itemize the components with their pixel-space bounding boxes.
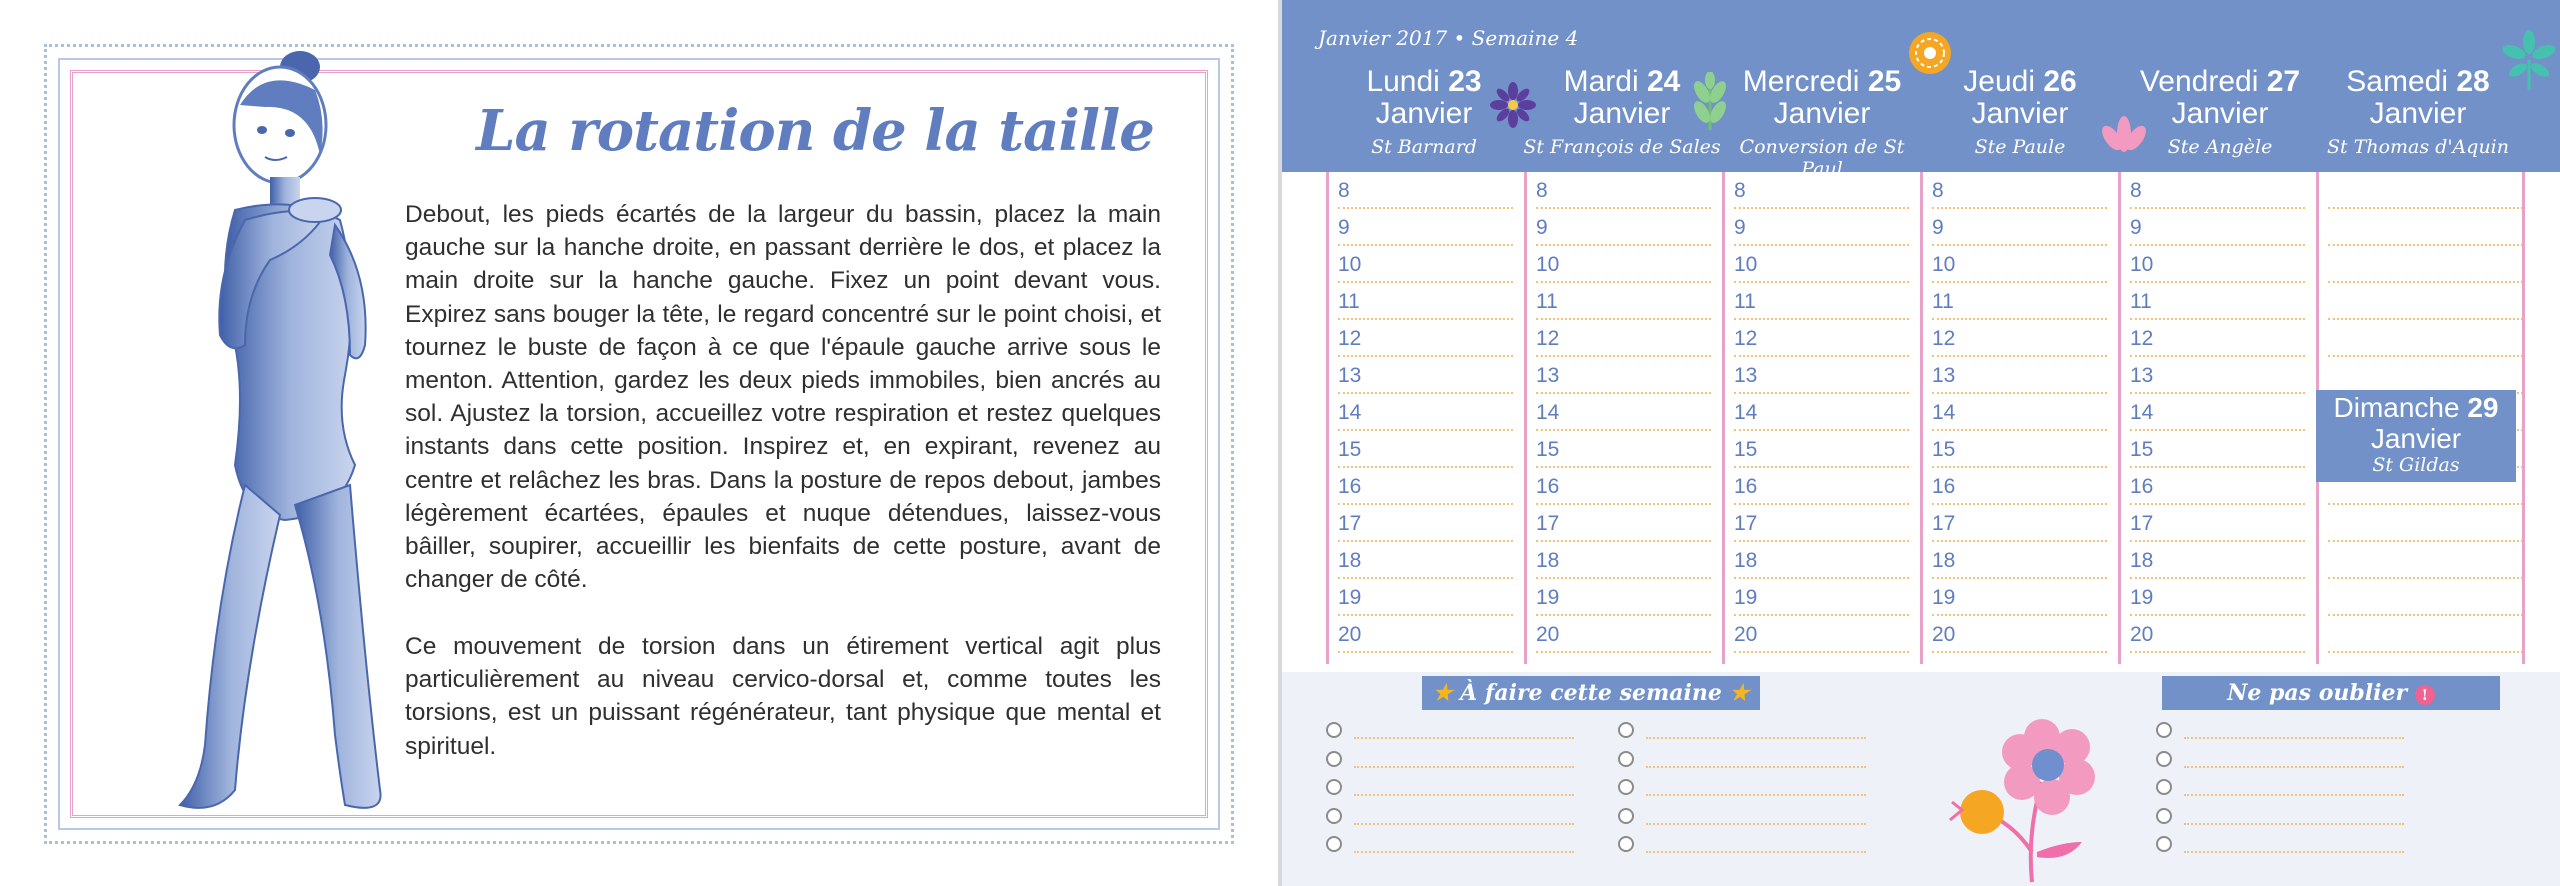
hour-label: 18	[1536, 549, 1560, 572]
hour-row[interactable]	[1338, 616, 1513, 653]
hour-label: 13	[1932, 364, 1956, 387]
hour-label: 9	[1932, 216, 1944, 239]
hour-label: 12	[1536, 327, 1560, 350]
hour-label: 19	[1536, 586, 1560, 609]
hour-label: 20	[2130, 623, 2154, 646]
day-header-wednesday	[1722, 65, 1922, 180]
remember-list	[2156, 720, 2416, 880]
day-header-friday	[2120, 66, 2320, 172]
hour-label: 15	[1932, 438, 1956, 461]
checkbox-circle[interactable]	[1326, 722, 1342, 738]
hour-label: 11	[1734, 290, 1756, 313]
hour-label: 19	[1932, 586, 1956, 609]
hour-row[interactable]	[1932, 579, 2107, 616]
hour-label: 17	[1734, 512, 1758, 535]
day-number: 28	[2456, 65, 2490, 98]
hour-label: 16	[1932, 475, 1956, 498]
checkbox-circle[interactable]	[1618, 779, 1634, 795]
saint-name: St François de Sales	[1523, 136, 1721, 158]
hour-label: 15	[1338, 438, 1362, 461]
hour-label: 8	[1734, 179, 1746, 202]
hour-row[interactable]	[2130, 394, 2305, 431]
month-name: Janvier	[2370, 423, 2462, 454]
hour-label: 18	[2130, 549, 2154, 572]
hour-row[interactable]	[1338, 579, 1513, 616]
hour-row[interactable]	[1338, 320, 1513, 357]
checkbox-circle[interactable]	[2156, 751, 2172, 767]
hour-label: 17	[2130, 512, 2154, 535]
day-number: 29	[2467, 392, 2499, 423]
checkbox-circle[interactable]	[1618, 751, 1634, 767]
writing-line[interactable]	[1354, 823, 1574, 825]
hour-row[interactable]	[1536, 172, 1711, 209]
hour-label: 20	[1536, 623, 1560, 646]
hour-label: 8	[1536, 179, 1548, 202]
hour-row[interactable]	[1536, 209, 1711, 246]
hour-row[interactable]	[1734, 246, 1909, 283]
hour-row[interactable]	[2130, 431, 2305, 468]
hour-row[interactable]	[2328, 172, 2523, 209]
hour-label: 19	[2130, 586, 2154, 609]
todo-title: À faire cette semaine	[1460, 680, 1722, 706]
hour-row[interactable]	[1932, 320, 2107, 357]
month-name: Janvier	[1773, 97, 1871, 130]
hour-label: 17	[1932, 512, 1956, 535]
hour-label: 9	[2130, 216, 2142, 239]
column-divider	[1722, 172, 1725, 664]
day-column-thursday[interactable]	[1920, 172, 2113, 664]
todo-item[interactable]	[1618, 777, 1868, 805]
hour-row[interactable]	[1536, 505, 1711, 542]
writing-line[interactable]	[2184, 823, 2404, 825]
checkbox-circle[interactable]	[1326, 779, 1342, 795]
hour-label: 10	[1932, 253, 1956, 276]
instructions-paragraph: Debout, les pieds écartés de la largeur du bassin, placez la main gauche sur la hanche droite, en passant derrière le dos, et placez la main droite sur la hanche gauche. Fixez un point devant vous. Expirez sans bouger la tête, le regard concentré sur le point choisi, et tournez le buste de façon à ce que l'épaule gauche arrive sous le menton. Attention, gardez les deux pieds immobiles, bien ancrés au sol. Ajustez la torsion, accueillez votre respiration et restez quelques instants dans cette position. Inspirez et, en expirant, revenez au centre et relâchez les bras. Dans la posture de repos debout, jambes légèrement écartées, épaules et nuque détendues, laissez-vous bâiller, soupirer, accueillir les bienfaits de cette posture, avant de changer de côté.	[405, 201, 1161, 594]
checkbox-circle[interactable]	[1326, 836, 1342, 852]
hour-label: 15	[1734, 438, 1758, 461]
hour-row[interactable]	[1734, 394, 1909, 431]
hour-label: 13	[1536, 364, 1560, 387]
saint-name: Ste Paule	[1974, 136, 2066, 158]
checkbox-circle[interactable]	[2156, 779, 2172, 795]
hour-label: 10	[2130, 253, 2154, 276]
hour-row[interactable]	[1932, 172, 2107, 209]
saint-name: Ste Angèle	[2167, 136, 2273, 158]
writing-line[interactable]	[2184, 766, 2404, 768]
hour-row[interactable]	[1734, 431, 1909, 468]
hour-label: 20	[1338, 623, 1362, 646]
hour-label: 18	[1734, 549, 1758, 572]
hour-row[interactable]	[1536, 246, 1711, 283]
writing-line[interactable]	[1646, 794, 1866, 796]
column-divider	[1326, 172, 1329, 664]
hour-label: 8	[2130, 179, 2142, 202]
hour-label: 10	[1536, 253, 1560, 276]
hour-row[interactable]	[1932, 505, 2107, 542]
hour-row[interactable]	[2130, 209, 2305, 246]
hour-row[interactable]	[2130, 172, 2305, 209]
saint-name: St Gildas	[2372, 454, 2460, 476]
todo-item[interactable]	[1326, 777, 1576, 805]
hour-row[interactable]	[2130, 505, 2305, 542]
writing-line[interactable]	[1646, 737, 1866, 739]
hour-label: 18	[1932, 549, 1956, 572]
hour-row[interactable]	[2328, 579, 2523, 616]
day-number: 27	[2266, 65, 2301, 98]
hour-label: 11	[1536, 290, 1558, 313]
writing-line[interactable]	[1354, 851, 1574, 853]
hour-row[interactable]	[2328, 209, 2523, 246]
hour-row[interactable]	[2328, 505, 2523, 542]
todo-item[interactable]	[1618, 720, 1868, 748]
day-column-friday[interactable]	[2118, 172, 2311, 664]
day-name: Mardi	[1563, 65, 1639, 98]
hour-label: 11	[1338, 290, 1360, 313]
checkbox-circle[interactable]	[1618, 722, 1634, 738]
hour-row[interactable]	[1932, 431, 2107, 468]
day-name: Mercredi	[1742, 65, 1860, 98]
day-column-monday[interactable]	[1326, 172, 1519, 664]
writing-line[interactable]	[1646, 766, 1866, 768]
todo-item[interactable]	[1618, 806, 1868, 834]
hour-label: 14	[1338, 401, 1362, 424]
left-page	[0, 0, 1278, 886]
hour-row[interactable]	[1734, 320, 1909, 357]
month-name: Janvier	[2369, 97, 2467, 130]
hour-label: 16	[1338, 475, 1362, 498]
day-name: Lundi	[1366, 65, 1440, 98]
hour-row[interactable]	[1536, 616, 1711, 653]
hour-row[interactable]	[2130, 357, 2305, 394]
page-title: La rotation de la taille	[476, 98, 1154, 164]
writing-line[interactable]	[2184, 794, 2404, 796]
hour-label: 17	[1536, 512, 1560, 535]
hour-row[interactable]	[1536, 579, 1711, 616]
hour-row[interactable]	[1536, 542, 1711, 579]
day-number: 24	[1646, 65, 1681, 98]
column-divider	[1920, 172, 1923, 664]
todo-item[interactable]	[2156, 777, 2406, 805]
day-name: Jeudi	[1963, 65, 2035, 98]
month-name: Janvier	[2171, 97, 2269, 130]
checkbox-circle[interactable]	[1326, 751, 1342, 767]
day-column-tuesday[interactable]	[1524, 172, 1717, 664]
hour-row[interactable]	[1338, 542, 1513, 579]
column-divider	[2522, 172, 2525, 664]
hour-label: 19	[1338, 586, 1362, 609]
hour-row[interactable]	[1734, 542, 1909, 579]
star-icon: ★	[1729, 680, 1750, 706]
hour-label: 8	[1338, 179, 1350, 202]
checkbox-circle[interactable]	[2156, 836, 2172, 852]
hour-label: 12	[2130, 327, 2154, 350]
writing-line[interactable]	[1354, 766, 1574, 768]
day-name: Dimanche	[2333, 392, 2460, 423]
hour-row[interactable]	[2328, 320, 2523, 357]
hour-label: 12	[1734, 327, 1758, 350]
day-header-saturday	[2318, 66, 2518, 172]
hour-label: 13	[2130, 364, 2154, 387]
checkbox-circle[interactable]	[2156, 722, 2172, 738]
hour-row[interactable]	[1932, 542, 2107, 579]
todo-list-2	[1618, 720, 1878, 880]
hour-label: 10	[1734, 253, 1758, 276]
todo-item[interactable]	[1618, 749, 1868, 777]
hour-row[interactable]	[2328, 616, 2523, 653]
hour-row[interactable]	[2130, 468, 2305, 505]
hour-row[interactable]	[1338, 283, 1513, 320]
hour-label: 13	[1338, 364, 1362, 387]
hour-label: 14	[1932, 401, 1956, 424]
checkbox-circle[interactable]	[2156, 808, 2172, 824]
hour-row[interactable]	[1734, 579, 1909, 616]
remember-title: Ne pas oublier	[2227, 680, 2408, 706]
todo-ribbon	[1422, 676, 1760, 710]
hour-row[interactable]	[2328, 283, 2523, 320]
saint-name: Conversion de St Paul	[1739, 136, 1905, 180]
hour-label: 20	[1734, 623, 1758, 646]
day-number: 25	[1867, 65, 1902, 98]
hour-label: 16	[2130, 475, 2154, 498]
hour-row[interactable]	[1734, 172, 1909, 209]
todo-item[interactable]	[2156, 834, 2406, 862]
hour-row[interactable]	[1536, 431, 1711, 468]
hour-label: 18	[1338, 549, 1362, 572]
hour-label: 9	[1338, 216, 1350, 239]
warning-icon: !	[2415, 685, 2435, 705]
hour-row[interactable]	[2328, 357, 2523, 394]
hour-row[interactable]	[1734, 468, 1909, 505]
hour-label: 10	[1338, 253, 1362, 276]
hour-row[interactable]	[1734, 283, 1909, 320]
hour-row[interactable]	[1734, 616, 1909, 653]
hour-row[interactable]	[2328, 542, 2523, 579]
hour-row[interactable]	[1734, 505, 1909, 542]
hour-row[interactable]	[1338, 172, 1513, 209]
todo-item[interactable]	[1326, 720, 1576, 748]
writing-line[interactable]	[1354, 794, 1574, 796]
todo-item[interactable]	[1618, 834, 1868, 862]
hour-label: 17	[1338, 512, 1362, 535]
hour-label: 20	[1932, 623, 1956, 646]
todo-item[interactable]	[1326, 749, 1576, 777]
column-divider	[2118, 172, 2121, 664]
hour-label: 19	[1734, 586, 1758, 609]
writing-line[interactable]	[1354, 737, 1574, 739]
day-header-tuesday	[1522, 66, 1722, 172]
hour-label: 11	[2130, 290, 2152, 313]
remember-ribbon	[2162, 676, 2500, 710]
hour-label: 16	[1536, 475, 1560, 498]
hour-row[interactable]	[1338, 394, 1513, 431]
writing-line[interactable]	[1646, 851, 1866, 853]
hour-label: 8	[1932, 179, 1944, 202]
day-header-monday	[1324, 66, 1524, 172]
hour-row[interactable]	[1338, 431, 1513, 468]
todo-item[interactable]	[2156, 806, 2406, 834]
hour-label: 15	[1536, 438, 1560, 461]
hour-label: 15	[2130, 438, 2154, 461]
month-name: Janvier	[1971, 97, 2069, 130]
hour-row[interactable]	[2130, 320, 2305, 357]
todo-list-1	[1326, 720, 1586, 880]
hour-row[interactable]	[2130, 616, 2305, 653]
hour-row[interactable]	[1338, 468, 1513, 505]
hour-row[interactable]	[1536, 468, 1711, 505]
notes-section	[1282, 672, 2560, 886]
todo-item[interactable]	[1326, 834, 1576, 862]
todo-item[interactable]	[2156, 749, 2406, 777]
day-number: 26	[2043, 65, 2077, 98]
hour-row[interactable]	[1536, 320, 1711, 357]
hour-row[interactable]	[1536, 283, 1711, 320]
writing-line[interactable]	[2184, 851, 2404, 853]
benefits-paragraph: Ce mouvement de torsion dans un étirement vertical agit plus particulièrement au niveau cervico-dorsal et, comme toutes les torsions, est un puissant régénérateur, tant physique que mental et spirituel.	[405, 633, 1161, 760]
hour-row[interactable]	[2328, 246, 2523, 283]
checkbox-circle[interactable]	[1326, 808, 1342, 824]
checkbox-circle[interactable]	[1618, 808, 1634, 824]
column-divider	[1524, 172, 1527, 664]
flower-decoration-icon	[1932, 702, 2102, 886]
day-name: Samedi	[2346, 65, 2448, 98]
hour-row[interactable]	[1932, 283, 2107, 320]
hour-label: 9	[1536, 216, 1548, 239]
hour-row[interactable]	[1338, 357, 1513, 394]
hour-label: 12	[1338, 327, 1362, 350]
hour-label: 11	[1932, 290, 1954, 313]
day-number: 23	[1448, 65, 1482, 98]
hour-row[interactable]	[1338, 505, 1513, 542]
right-page-planner	[1282, 0, 2560, 886]
hour-row[interactable]	[2130, 246, 2305, 283]
hour-row[interactable]	[1338, 209, 1513, 246]
hour-row[interactable]	[1932, 246, 2107, 283]
hour-row[interactable]	[1734, 209, 1909, 246]
hour-label: 14	[1536, 401, 1560, 424]
hour-label: 12	[1932, 327, 1956, 350]
month-name: Janvier	[1375, 97, 1473, 130]
hour-row[interactable]	[1338, 246, 1513, 283]
todo-item[interactable]	[2156, 720, 2406, 748]
yoga-woman-illustration	[95, 45, 415, 825]
hour-row[interactable]	[2130, 579, 2305, 616]
star-icon: ★	[1432, 680, 1453, 706]
hour-label: 9	[1734, 216, 1746, 239]
writing-line[interactable]	[1646, 823, 1866, 825]
hour-label: 14	[2130, 401, 2154, 424]
week-header	[1282, 0, 2560, 180]
hour-label: 16	[1734, 475, 1758, 498]
day-column-wednesday[interactable]	[1722, 172, 1915, 664]
hour-label: 13	[1734, 364, 1758, 387]
writing-line[interactable]	[2184, 737, 2404, 739]
checkbox-circle[interactable]	[1618, 836, 1634, 852]
hour-row[interactable]	[1932, 357, 2107, 394]
todo-item[interactable]	[1326, 806, 1576, 834]
hour-row[interactable]	[1536, 357, 1711, 394]
hour-row[interactable]	[1932, 209, 2107, 246]
saint-name: St Thomas d'Aquin	[2327, 136, 2509, 158]
month-name: Janvier	[1573, 97, 1671, 130]
week-label: Janvier 2017 • Semaine 4	[1318, 26, 1579, 50]
hour-row[interactable]	[1932, 394, 2107, 431]
hour-row[interactable]	[1734, 357, 1909, 394]
hour-row[interactable]	[1932, 468, 2107, 505]
day-name: Vendredi	[2139, 65, 2259, 98]
hour-row[interactable]	[2130, 283, 2305, 320]
hour-row[interactable]	[1932, 616, 2107, 653]
sunday-box	[2316, 390, 2516, 482]
hour-label: 14	[1734, 401, 1758, 424]
hour-row[interactable]	[2130, 542, 2305, 579]
saint-name: St Barnard	[1371, 136, 1477, 158]
day-header-thursday	[1920, 66, 2120, 172]
hour-row[interactable]	[1536, 394, 1711, 431]
